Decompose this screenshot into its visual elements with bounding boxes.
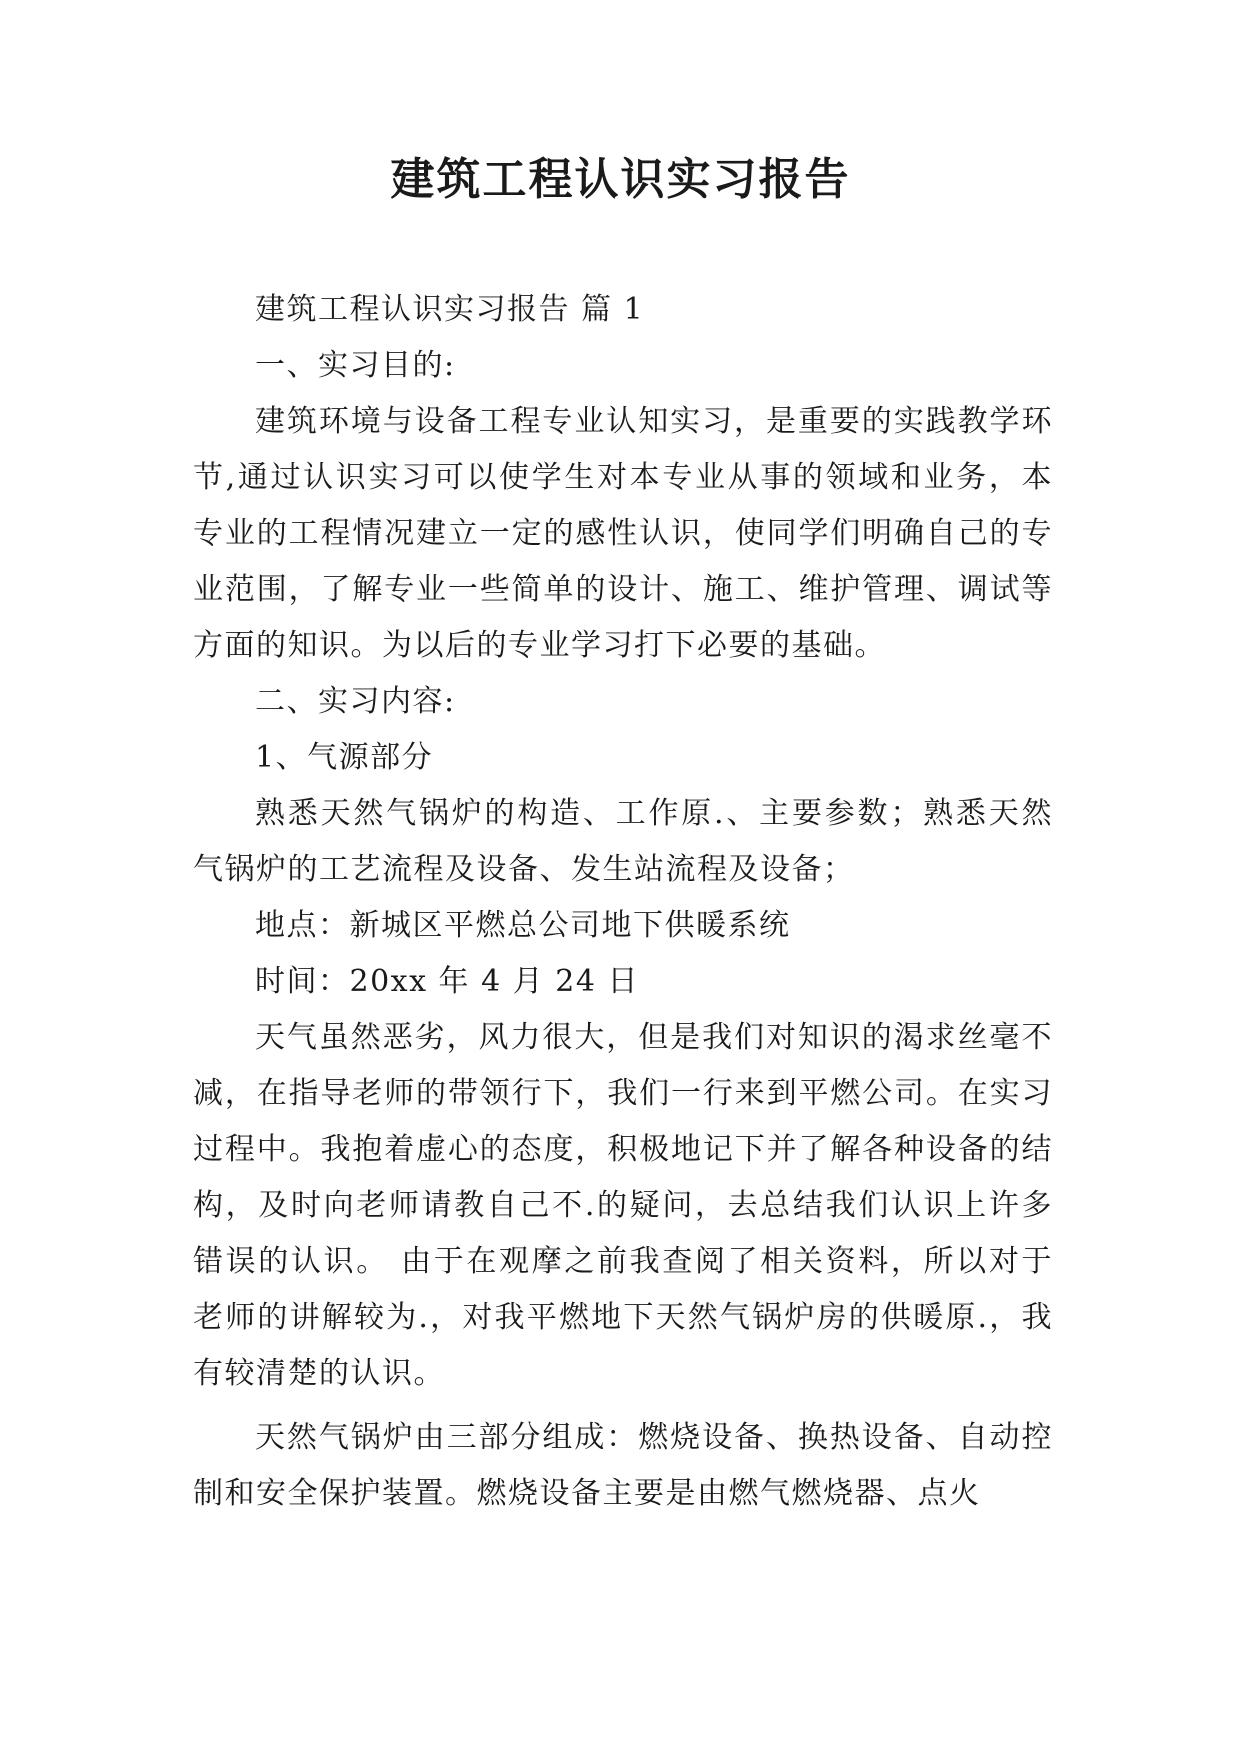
subsection-heading: 一、实习目的: <box>255 348 456 383</box>
document-body <box>193 282 1053 1522</box>
document-title: 建筑工程认识实习报告 <box>390 154 851 205</box>
body-paragraph: 天气虽然恶劣，风力很大，但是我们对知识的渴求丝毫不减，在指导老师的带领行下，我们一行来到平燃公司。在实习过程中。我抱着虚心的态度，积极地记下并了解各种设备的结构，及时向老师请教自己不.的疑问，去总结我们认识上许多错误的认识。 由于在观摩之前我查阅了相关资料，所以对于老师的讲解较为.，对我平燃地下天然气锅炉房的供暖原.，我有较清楚的认识。 <box>193 1020 1053 1391</box>
body-paragraph: 熟悉天然气锅炉的构造、工作原.、主要参数；熟悉天然气锅炉的工艺流程及设备、发生站流程及设备； <box>193 796 1053 887</box>
body-paragraph: 天然气锅炉由三部分组成：燃烧设备、换热设备、自动控制和安全保护装置。燃烧设备主要是由燃气燃烧器、点火 <box>193 1420 1053 1511</box>
location-line: 地点：新城区平燃总公司地下供暖系统 <box>255 908 791 943</box>
subsection-heading: 1、气源部分 <box>255 740 434 775</box>
section-heading: 建筑工程认识实习报告 篇 1 <box>255 292 645 327</box>
body-paragraph: 建筑环境与设备工程专业认知实习，是重要的实践教学环节,通过认识实习可以使学生对本专业从事的领域和业务，本专业的工程情况建立一定的感性认识，使同学们明确自己的专业范围，了解专业一些简单的设计、施工、维护管理、调试等方面的知识。为以后的专业学习打下必要的基础。 <box>193 404 1053 663</box>
subsection-heading: 二、实习内容: <box>255 684 456 719</box>
date-line: 时间：20xx 年 4 月 24 日 <box>255 964 639 999</box>
